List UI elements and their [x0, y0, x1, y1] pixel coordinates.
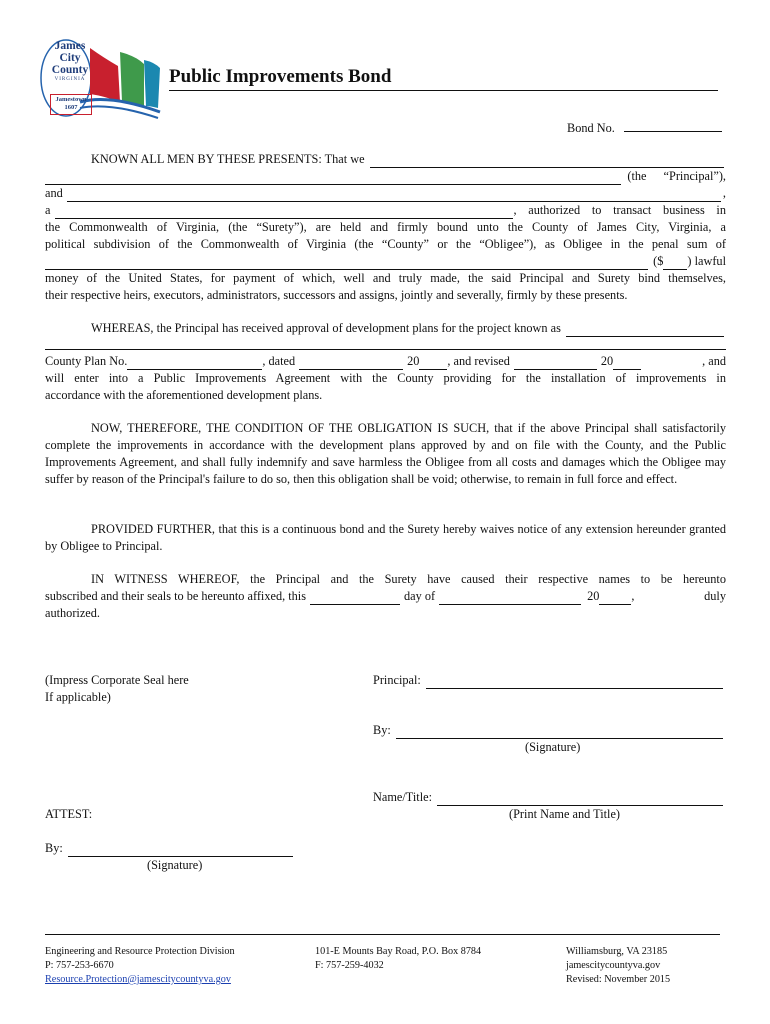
witness-line2: subscribed and their seals to be hereunto affixed, this day of 20 , duly — [45, 589, 726, 603]
principal-signature-blank[interactable] — [426, 676, 723, 689]
footer-rule — [45, 934, 720, 935]
p1-line8: money of the United States, for payment of which, well and truly made, the said Principal and Surety bind themselves, — [45, 271, 726, 285]
principal-name-blank[interactable] — [370, 155, 724, 168]
co-principal-blank[interactable] — [67, 189, 721, 202]
penal-sum-amount-blank[interactable] — [663, 257, 687, 270]
p1-line7: ($ ) lawful — [45, 253, 726, 270]
bond-number-line: Bond No. — [567, 119, 722, 137]
p2-line3: will enter into a Public Improvements Agreement with the County providing for the installation of improvements in — [45, 371, 726, 385]
p2-line1: WHEREAS, the Principal has received approval of development plans for the project known as — [45, 320, 726, 337]
p1-line1: KNOWN ALL MEN BY THESE PRESENTS: That we — [45, 151, 726, 168]
footer-col-division: Engineering and Resource Protection Division P: 757-253-6670 Resource.Protection@jamescitycountyva.gov — [45, 946, 235, 985]
attest-signature-caption: (Signature) — [147, 858, 203, 872]
penal-sum-words-blank[interactable] — [45, 257, 648, 270]
name-title-blank[interactable] — [437, 793, 723, 806]
witness-line1: IN WITNESS WHEREOF, the Principal and the Surety have caused their respective names to be hereunto — [91, 572, 726, 586]
attest-signature-blank[interactable] — [68, 844, 293, 857]
p2-line4: accordance with the aforementioned development plans. — [45, 388, 323, 402]
p2-line2: County Plan No. , dated 20 , and revised 20 , and — [45, 354, 726, 368]
provided-further-paragraph: PROVIDED FURTHER, that this is a continuous bond and the Surety hereby waives notice of any extension hereunder granted by Obligee to Principal. — [45, 522, 726, 553]
month-blank[interactable] — [439, 592, 581, 605]
by-line: By: — [373, 722, 725, 739]
surety-name-blank[interactable] — [55, 206, 513, 219]
p1-line3: and , — [45, 186, 726, 200]
witness-line3: authorized. — [45, 606, 100, 620]
by-signature-blank[interactable] — [396, 726, 723, 739]
p1-line9: their respective heirs, executors, administrators, successors and assigns, jointly and severally, firmly by these presents. — [45, 288, 628, 302]
seal-note: (Impress Corporate Seal here If applicable) — [45, 673, 189, 704]
principal-line: Principal: — [373, 672, 725, 689]
name-title-line: Name/Title: — [373, 789, 725, 806]
attest-label: ATTEST: — [45, 807, 93, 821]
p1-line5: the Commonwealth of Virginia, (the “Surety”), are held and firmly bound unto the County of James City, Virginia, a — [45, 220, 726, 234]
jamestown-badge: Jamestown 1607 — [50, 94, 92, 115]
p1-line6: political subdivision of the Commonwealth of Virginia (the “County” or the “Obligee”), as Obligee in the penal sum of — [45, 237, 726, 251]
project-name-blank-2[interactable] — [45, 349, 726, 350]
resource-protection-email-link[interactable]: Resource.Protection@jamescitycountyva.gov — [45, 974, 231, 985]
condition-paragraph: NOW, THEREFORE, THE CONDITION OF THE OBLIGATION IS SUCH, that if the above Principal shall satisfactorily complete the improvements in accordance with the development plans approved by and on file with the County, and the Public Improvements Agreement, and shall fully indemnify and save harmless the Obligee from all costs and damages which the Obligee may suffer by reason of the Principal's failure to do so, then this obligation shall be void; otherwise, to remain in full force and effect. — [45, 421, 726, 486]
logo-name: James City County VIRGINIA — [51, 40, 89, 82]
p1-line4: a , authorized to transact business in — [45, 203, 726, 217]
bond-number-blank[interactable] — [624, 119, 722, 132]
revised-year-blank[interactable] — [613, 357, 641, 370]
plan-number-blank[interactable] — [127, 357, 262, 370]
principal-name-blank-2[interactable] — [45, 172, 621, 185]
title-rule — [169, 90, 718, 91]
revised-blank[interactable] — [514, 357, 597, 370]
p1-line2: (the “Principal”), — [45, 168, 726, 185]
day-blank[interactable] — [310, 592, 400, 605]
project-name-blank[interactable] — [566, 324, 724, 337]
signature-caption: (Signature) — [525, 740, 581, 754]
dated-year-blank[interactable] — [419, 357, 447, 370]
attest-by-line: By: — [45, 840, 295, 857]
footer-col-address: 101-E Mounts Bay Road, P.O. Box 8784 F: 757-259-4032 — [315, 946, 482, 971]
footer-col-city: Williamsburg, VA 23185 jamescitycountyva.gov Revised: November 2015 — [566, 946, 671, 985]
page-title: Public Improvements Bond — [169, 66, 392, 87]
year-blank[interactable] — [599, 592, 631, 605]
dated-blank[interactable] — [299, 357, 403, 370]
county-logo — [40, 36, 162, 120]
print-name-caption: (Print Name and Title) — [509, 807, 621, 821]
